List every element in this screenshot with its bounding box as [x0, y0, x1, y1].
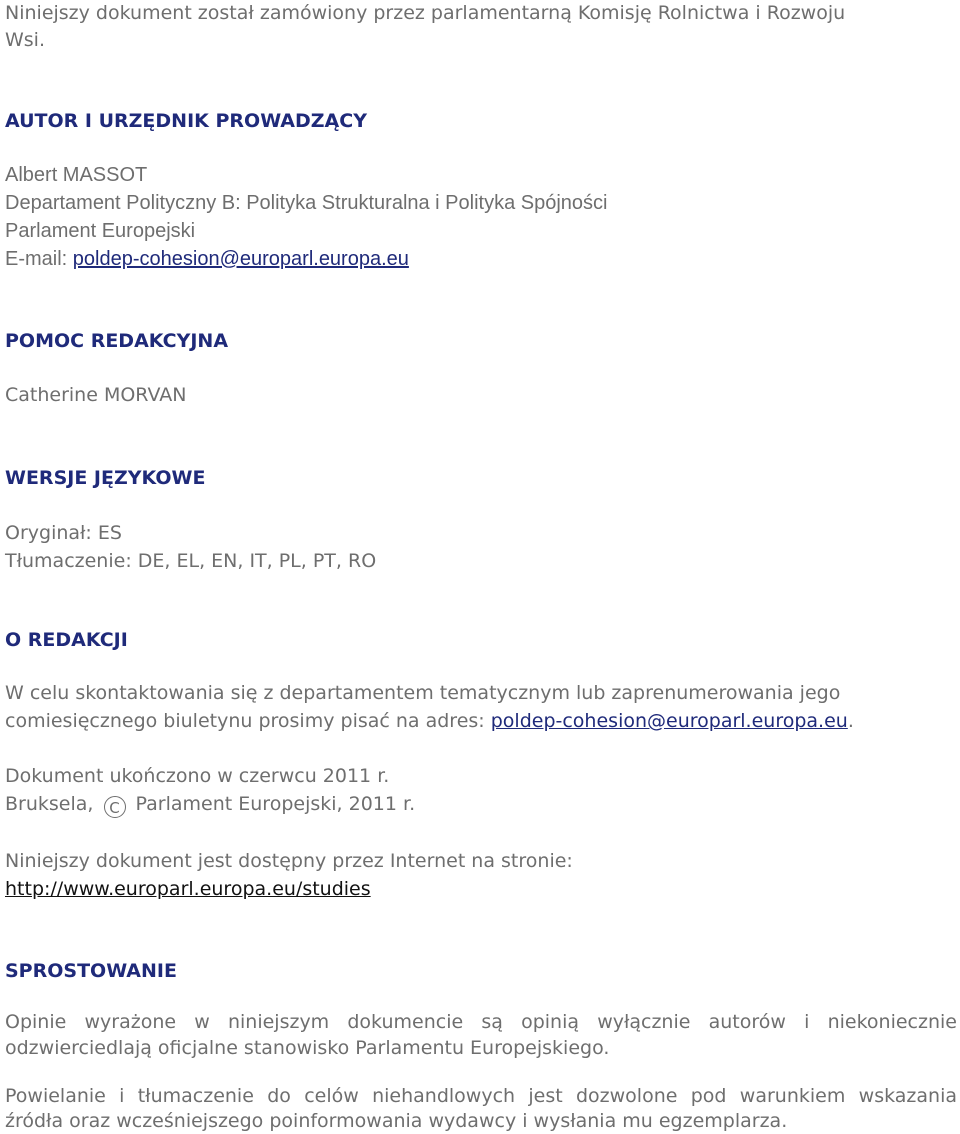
author-heading: AUTOR I URZĘDNIK PROWADZĄCY: [5, 110, 367, 132]
contact-line-2: [5, 708, 854, 734]
author-email-link[interactable]: poldep-cohesion@europarl.europa.eu: [72, 248, 409, 270]
about-heading: O REDAKCJI: [5, 629, 128, 651]
author-email-line: [5, 246, 409, 272]
contact-email-link[interactable]: poldep-cohesion@europarl.europa.eu: [490, 710, 848, 732]
copyright-icon: C: [104, 796, 126, 818]
editorial-heading: POMOC REDAKCYJNA: [5, 330, 229, 352]
intro-line-2: Wsi.: [5, 29, 46, 51]
contact-line-1: W celu skontaktowania się z departamentem tematycznym lub zaprenumerowania jego: [5, 682, 841, 704]
completed-date: Dokument ukończono w czerwcu 2011 r.: [5, 765, 390, 787]
contact-suffix: .: [847, 710, 854, 732]
author-name: Albert MASSOT: [5, 164, 148, 186]
author-institution: Parlament Europejski: [5, 220, 196, 242]
languages-heading: WERSJE JĘZYKOWE: [5, 467, 206, 489]
copyright-prefix: Bruksela,: [5, 793, 94, 815]
email-label: E-mail:: [5, 248, 73, 270]
intro-line-1: Niniejszy dokument został zamówiony przez parlamentarną Komisję Rolnictwa i Rozwoju: [5, 2, 846, 24]
disclaimer-para1-line2: odzwierciedlają oficjalne stanowisko Parlamentu Europejskiego.: [5, 1037, 610, 1059]
copyright-suffix: Parlament Europejski, 2011 r.: [135, 793, 416, 815]
contact-prefix: comiesięcznego biuletynu prosimy pisać na adres:: [5, 710, 491, 732]
disclaimer-para2-line1: Powielanie i tłumaczenie do celów niehandlowych jest dozwolone pod warunkiem wskazania: [5, 1085, 957, 1107]
disclaimer-heading: SPROSTOWANIE: [5, 960, 177, 982]
available-text: Niniejszy dokument jest dostępny przez Internet na stronie:: [5, 850, 573, 872]
languages-translation: Tłumaczenie: DE, EL, EN, IT, PL, PT, RO: [5, 550, 377, 572]
studies-url-link[interactable]: http://www.europarl.europa.eu/studies: [5, 878, 371, 900]
editorial-name: Catherine MORVAN: [5, 384, 187, 406]
disclaimer-para1-line1: Opinie wyrażone w niniejszym dokumencie są opinią wyłącznie autorów i niekoniecznie: [5, 1011, 957, 1033]
copyright-line: [5, 791, 415, 818]
disclaimer-para2-line2: źródła oraz wcześniejszego poinformowania wydawcy i wysłania mu egzemplarza.: [5, 1110, 788, 1132]
languages-original: Oryginał: ES: [5, 522, 122, 544]
author-department: Departament Polityczny B: Polityka Strukturalna i Polityka Spójności: [5, 192, 608, 214]
